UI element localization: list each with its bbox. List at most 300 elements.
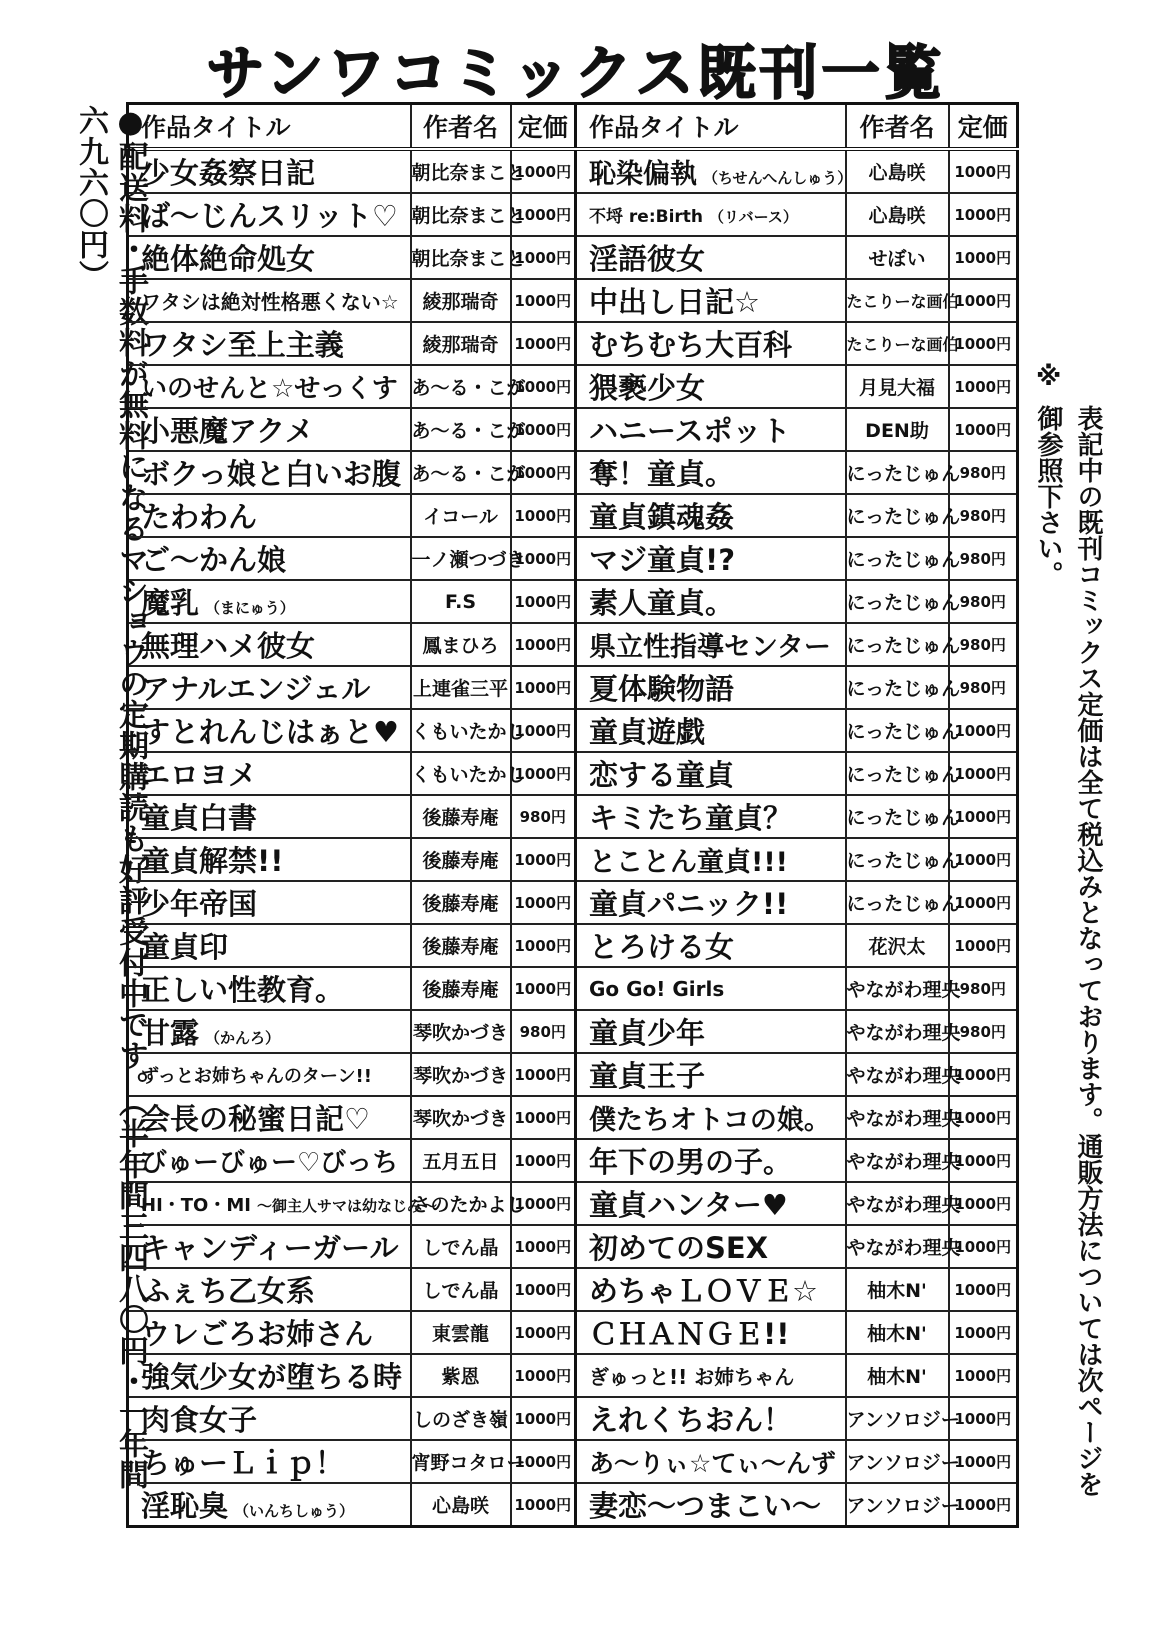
- title-cell: [576, 1182, 846, 1225]
- title-cell: [576, 752, 846, 795]
- author-cell: やながわ理央: [846, 1096, 949, 1139]
- author-cell: やながわ理央: [846, 1053, 949, 1096]
- comic-title: HI・TO・MI: [141, 1194, 251, 1216]
- title-cell: [128, 580, 411, 623]
- comic-title: ワタシは絶対性格悪くない☆: [141, 290, 399, 314]
- title-cell: [576, 408, 846, 451]
- title-cell: [128, 1139, 411, 1182]
- price-cell: 1000円: [511, 451, 576, 494]
- author-cell: 綾那瑞奇: [411, 279, 511, 322]
- author-cell: にったじゅん: [846, 580, 949, 623]
- title-cell: [128, 1225, 411, 1268]
- table-row: [128, 795, 1018, 838]
- table-row: [128, 365, 1018, 408]
- author-cell: さのたかよし: [411, 1182, 511, 1225]
- title-cell: [576, 881, 846, 924]
- header-title: 作品タイトル: [128, 104, 411, 150]
- title-cell: [576, 924, 846, 967]
- price-cell: 1000円: [511, 623, 576, 666]
- title-cell: [576, 236, 846, 279]
- title-cell: [576, 623, 846, 666]
- comic-title: あ〜りぃ☆てぃ〜んず: [589, 1448, 836, 1478]
- header-title: 作品タイトル: [576, 104, 846, 150]
- comic-title: 童貞遊戯: [589, 715, 706, 749]
- title-cell: [576, 1010, 846, 1053]
- table-row: [128, 1483, 1018, 1527]
- price-cell: 1000円: [949, 322, 1018, 365]
- title-cell: [128, 193, 411, 236]
- comic-subtitle: 〜御主人サマは幼なじみ〜: [256, 1196, 437, 1215]
- table-row: [128, 451, 1018, 494]
- title-cell: [576, 279, 846, 322]
- title-cell: [576, 709, 846, 752]
- title-cell: [576, 1483, 846, 1527]
- comic-title: 恥染偏執: [589, 159, 697, 190]
- comic-title: 童貞少年: [589, 1016, 706, 1050]
- price-cell: 1000円: [511, 881, 576, 924]
- comic-title: びゅーびゅー♡びっち: [141, 1148, 399, 1178]
- author-cell: 後藤寿庵: [411, 881, 511, 924]
- author-cell: あ〜る・こが: [411, 365, 511, 408]
- title-cell: [128, 408, 411, 451]
- title-cell: [128, 752, 411, 795]
- price-cell: 1000円: [511, 924, 576, 967]
- author-cell: 宵野コタロー: [411, 1440, 511, 1483]
- table-row: [128, 1225, 1018, 1268]
- title-cell: [128, 322, 411, 365]
- comic-subtitle: （かんろ）: [205, 1029, 281, 1047]
- table-row: [128, 1139, 1018, 1182]
- comic-title: Go Go! Girls: [589, 976, 725, 1001]
- header-author: 作者名: [411, 104, 511, 150]
- price-cell: 1000円: [511, 408, 576, 451]
- comic-title: 正しい性教育。: [141, 973, 345, 1007]
- author-cell: 柚木N': [846, 1311, 949, 1354]
- comic-title: 魔乳: [141, 586, 200, 620]
- table-row: [128, 1053, 1018, 1096]
- comic-title: 少年帝国: [141, 887, 258, 921]
- title-cell: [128, 1440, 411, 1483]
- author-cell: 綾那瑞奇: [411, 322, 511, 365]
- comic-subtitle: （まにゅう）: [205, 599, 295, 617]
- comic-title: 童貞解禁!!: [141, 844, 284, 878]
- price-cell: 980円: [949, 537, 1018, 580]
- comic-title: 奪！童貞。: [589, 457, 735, 491]
- author-cell: F.S: [411, 580, 511, 623]
- author-cell: 朝比奈まこと: [411, 236, 511, 279]
- price-cell: 1000円: [511, 1483, 576, 1527]
- title-cell: [128, 709, 411, 752]
- price-cell: 1000円: [949, 881, 1018, 924]
- author-cell: たこりーな画伯: [846, 279, 949, 322]
- price-cell: 1000円: [949, 1440, 1018, 1483]
- comic-subtitle: （ちせんへんしゅう）: [703, 169, 853, 187]
- title-cell: [128, 1397, 411, 1440]
- author-cell: にったじゅん: [846, 838, 949, 881]
- comic-title: 少女姦察日記: [141, 156, 316, 190]
- comic-title: ワタシ至上主義: [141, 328, 344, 362]
- author-cell: 上連雀三平: [411, 666, 511, 709]
- price-cell: 1000円: [949, 236, 1018, 279]
- title-cell: [576, 580, 846, 623]
- comic-title: 淫語彼女: [589, 242, 706, 276]
- price-cell: 980円: [949, 666, 1018, 709]
- table-row: [128, 1268, 1018, 1311]
- author-cell: 月見大福: [846, 365, 949, 408]
- table-row: [128, 279, 1018, 322]
- comic-title: 素人童貞。: [589, 586, 735, 620]
- author-cell: しでん晶: [411, 1268, 511, 1311]
- table-row: [128, 752, 1018, 795]
- author-cell: 後藤寿庵: [411, 838, 511, 881]
- comic-title: とことん童貞!!!: [589, 847, 788, 878]
- price-cell: 1000円: [511, 967, 576, 1010]
- price-cell: 1000円: [949, 924, 1018, 967]
- price-cell: 1000円: [511, 365, 576, 408]
- title-cell: [576, 193, 846, 236]
- price-cell: 1000円: [949, 408, 1018, 451]
- price-cell: 1000円: [949, 752, 1018, 795]
- author-cell: たこりーな画伯: [846, 322, 949, 365]
- title-cell: [576, 1225, 846, 1268]
- table-row: [128, 1182, 1018, 1225]
- author-cell: にったじゅん: [846, 795, 949, 838]
- table-body: [128, 149, 1018, 1527]
- comic-title: ウレごろお姉さん: [141, 1317, 374, 1351]
- author-cell: にったじゅん: [846, 881, 949, 924]
- table-row: [128, 193, 1018, 236]
- author-cell: やながわ理央: [846, 1225, 949, 1268]
- price-cell: 1000円: [949, 1354, 1018, 1397]
- price-cell: 1000円: [511, 279, 576, 322]
- title-cell: [128, 1053, 411, 1096]
- comic-title: 僕たちオトコの娘。: [589, 1105, 831, 1136]
- author-cell: にったじゅん: [846, 709, 949, 752]
- price-cell: 980円: [949, 1010, 1018, 1053]
- comic-title: 会長の秘蜜日記♡: [141, 1102, 370, 1136]
- comic-title: キャンディーガール: [141, 1231, 399, 1265]
- comic-subtitle: （リバース）: [709, 208, 798, 226]
- comic-title: 小悪魔アクメ: [141, 414, 314, 448]
- price-cell: 1000円: [511, 709, 576, 752]
- table-row: [128, 881, 1018, 924]
- table-row: [128, 1010, 1018, 1053]
- author-cell: アンソロジー: [846, 1440, 949, 1483]
- price-cell: 1000円: [511, 1268, 576, 1311]
- author-cell: 琴吹かづき: [411, 1096, 511, 1139]
- title-cell: [576, 1311, 846, 1354]
- author-cell: にったじゅん: [846, 451, 949, 494]
- author-cell: やながわ理央: [846, 967, 949, 1010]
- title-cell: [128, 279, 411, 322]
- author-cell: にったじゅん: [846, 537, 949, 580]
- comic-title: むちむち大百科: [589, 328, 793, 362]
- author-cell: にったじゅん: [846, 752, 949, 795]
- price-cell: 1000円: [511, 666, 576, 709]
- header-author: 作者名: [846, 104, 949, 150]
- author-cell: 後藤寿庵: [411, 924, 511, 967]
- title-cell: [128, 967, 411, 1010]
- table-row: [128, 666, 1018, 709]
- author-cell: 紫恩: [411, 1354, 511, 1397]
- comic-subtitle: （いんちしゅう）: [234, 1502, 355, 1520]
- title-cell: [128, 149, 411, 193]
- author-cell: 心島咲: [846, 149, 949, 193]
- title-cell: [576, 451, 846, 494]
- price-cell: 980円: [949, 623, 1018, 666]
- comic-title: 絶体絶命処女: [141, 242, 316, 276]
- title-cell: [576, 1096, 846, 1139]
- comic-title: エロヨメ: [141, 758, 258, 792]
- table-row: [128, 408, 1018, 451]
- comic-title: マジ童貞!?: [589, 543, 736, 577]
- price-cell: 1000円: [511, 1397, 576, 1440]
- comic-title: ふぇち乙女系: [141, 1274, 316, 1308]
- table-row: [128, 1397, 1018, 1440]
- comic-title: 中出し日記☆: [589, 285, 760, 319]
- price-cell: 1000円: [949, 365, 1018, 408]
- author-cell: 鳳まひろ: [411, 623, 511, 666]
- comic-title: ご〜かん娘: [141, 543, 287, 577]
- comic-title: 甘露: [141, 1016, 200, 1050]
- title-cell: [576, 1397, 846, 1440]
- price-cell: 1000円: [511, 1139, 576, 1182]
- title-cell: [576, 967, 846, 1010]
- table-row: [128, 149, 1018, 193]
- price-cell: 1000円: [949, 1268, 1018, 1311]
- title-cell: [576, 494, 846, 537]
- comic-title: 妻恋〜つまこい〜: [589, 1489, 822, 1523]
- author-cell: やながわ理央: [846, 1139, 949, 1182]
- author-cell: 朝比奈まこと: [411, 149, 511, 193]
- title-cell: [576, 322, 846, 365]
- title-cell: [576, 365, 846, 408]
- price-cell: 980円: [949, 451, 1018, 494]
- title-cell: [128, 494, 411, 537]
- price-cell: 1000円: [511, 1096, 576, 1139]
- comic-title: ちゅーＬｉｐ！: [141, 1446, 345, 1480]
- title-cell: [128, 1354, 411, 1397]
- price-cell: 1000円: [949, 1311, 1018, 1354]
- price-cell: 1000円: [511, 236, 576, 279]
- price-cell: 1000円: [511, 322, 576, 365]
- table-row: [128, 322, 1018, 365]
- title-cell: [128, 1268, 411, 1311]
- author-cell: あ〜る・こが: [411, 451, 511, 494]
- comic-title: えれくちおん！: [589, 1403, 793, 1437]
- price-cell: 1000円: [511, 580, 576, 623]
- author-cell: やながわ理央: [846, 1182, 949, 1225]
- price-cell: 1000円: [949, 795, 1018, 838]
- price-cell: 1000円: [949, 149, 1018, 193]
- author-cell: 心島咲: [411, 1483, 511, 1527]
- table-row: [128, 236, 1018, 279]
- author-cell: 花沢太: [846, 924, 949, 967]
- author-cell: にったじゅん: [846, 666, 949, 709]
- price-cell: 1000円: [949, 709, 1018, 752]
- comics-catalog-table: [126, 102, 1019, 1528]
- comic-title: 童貞鎮魂姦: [589, 500, 735, 534]
- comic-title: キミたち童貞？: [589, 801, 793, 835]
- price-cell: 1000円: [949, 193, 1018, 236]
- author-cell: せぼい: [846, 236, 949, 279]
- comic-title: すとれんじはぁと♥: [141, 715, 399, 749]
- price-cell: 1000円: [949, 1053, 1018, 1096]
- comic-title: 初めてのSEX: [589, 1231, 769, 1265]
- comic-title: ずっとお姉ちゃんのターン!!: [141, 1065, 372, 1087]
- comic-title: 恋する童貞: [589, 758, 735, 792]
- table-row: [128, 838, 1018, 881]
- table-row: [128, 1440, 1018, 1483]
- title-cell: [128, 623, 411, 666]
- table-row: [128, 1311, 1018, 1354]
- note-mark: ※: [1036, 362, 1062, 392]
- table-row: [128, 537, 1018, 580]
- author-cell: しのざき嶺: [411, 1397, 511, 1440]
- price-cell: 1000円: [949, 1483, 1018, 1527]
- comic-title: 肉食女子: [141, 1403, 258, 1437]
- comic-title: 無理ハメ彼女: [141, 629, 316, 663]
- author-cell: アンソロジー: [846, 1397, 949, 1440]
- title-cell: [128, 365, 411, 408]
- title-cell: [576, 1440, 846, 1483]
- author-cell: 後藤寿庵: [411, 795, 511, 838]
- author-cell: アンソロジー: [846, 1483, 949, 1527]
- price-cell: 980円: [949, 494, 1018, 537]
- price-cell: 1000円: [949, 1397, 1018, 1440]
- author-cell: 琴吹かづき: [411, 1053, 511, 1096]
- author-cell: 柚木N': [846, 1268, 949, 1311]
- title-cell: [128, 236, 411, 279]
- comic-title: 夏体験物語: [589, 672, 735, 706]
- price-cell: 1000円: [511, 1354, 576, 1397]
- author-cell: くもいたかし: [411, 709, 511, 752]
- author-cell: にったじゅん: [846, 623, 949, 666]
- page-title: サンワコミックス既刊一覧: [206, 39, 946, 107]
- price-cell: 1000円: [511, 1182, 576, 1225]
- author-cell: DEN助: [846, 408, 949, 451]
- price-cell: 1000円: [511, 838, 576, 881]
- price-cell: 1000円: [511, 1053, 576, 1096]
- price-note: 表記中の既刊コミックス定価は全て税込みとなっております。通販方法については次ページを御参照下さい。: [1033, 405, 1103, 1497]
- table-header-row: [128, 104, 1018, 150]
- price-cell: 980円: [949, 967, 1018, 1010]
- author-cell: にったじゅん: [846, 494, 949, 537]
- comic-title: 童貞白書: [141, 801, 258, 835]
- author-cell: 琴吹かづき: [411, 1010, 511, 1053]
- price-cell: 980円: [511, 1010, 576, 1053]
- author-cell: イコール: [411, 494, 511, 537]
- price-cell: 1000円: [949, 1096, 1018, 1139]
- author-cell: 柚木N': [846, 1354, 949, 1397]
- table-row: [128, 1096, 1018, 1139]
- comic-title: ＣＨＡＮＧＥ!!: [589, 1317, 790, 1351]
- title-cell: [576, 537, 846, 580]
- title-cell: [128, 795, 411, 838]
- header-price: 定価: [511, 104, 576, 150]
- price-cell: 1000円: [511, 149, 576, 193]
- comic-title: たわわん: [141, 500, 258, 534]
- comic-title: 県立性指導センター: [589, 632, 831, 663]
- price-cell: 1000円: [511, 193, 576, 236]
- author-cell: あ〜る・こが: [411, 408, 511, 451]
- price-cell: 1000円: [511, 1225, 576, 1268]
- price-cell: 1000円: [511, 537, 576, 580]
- comic-title: 強気少女が堕ちる時: [141, 1360, 403, 1394]
- title-cell: [576, 795, 846, 838]
- title-cell: [128, 451, 411, 494]
- author-cell: 心島咲: [846, 193, 949, 236]
- table-row: [128, 623, 1018, 666]
- title-cell: [576, 1139, 846, 1182]
- author-cell: やながわ理央: [846, 1010, 949, 1053]
- price-cell: 1000円: [511, 1440, 576, 1483]
- title-cell: [576, 1268, 846, 1311]
- comic-title: 淫恥臭: [141, 1489, 229, 1523]
- price-cell: 1000円: [949, 838, 1018, 881]
- author-cell: くもいたかし: [411, 752, 511, 795]
- comic-title: ぎゅっと!! お姉ちゃん: [589, 1365, 795, 1389]
- comic-title: とろける女: [589, 930, 735, 964]
- title-cell: [128, 924, 411, 967]
- title-cell: [576, 1053, 846, 1096]
- author-cell: 一ノ瀬つづき: [411, 537, 511, 580]
- title-cell: [128, 537, 411, 580]
- table-row: [128, 580, 1018, 623]
- price-cell: 1000円: [511, 1311, 576, 1354]
- author-cell: 五月五日: [411, 1139, 511, 1182]
- comic-title: 猥褻少女: [589, 371, 706, 405]
- comic-title: 童貞パニック!!: [589, 887, 789, 921]
- comic-title: めちゃＬＯＶＥ☆: [589, 1274, 818, 1308]
- author-cell: しでん晶: [411, 1225, 511, 1268]
- table-row: [128, 967, 1018, 1010]
- price-cell: 1000円: [949, 1225, 1018, 1268]
- comic-title: 童貞ハンター♥: [589, 1188, 788, 1222]
- title-cell: [128, 838, 411, 881]
- comic-title: 不埒 re:Birth: [589, 207, 704, 227]
- table-row: [128, 924, 1018, 967]
- comic-title: ハニースポット: [589, 414, 791, 448]
- title-cell: [128, 666, 411, 709]
- title-cell: [576, 1354, 846, 1397]
- comic-title: 童貞印: [141, 930, 229, 964]
- title-cell: [128, 1483, 411, 1527]
- title-cell: [576, 149, 853, 193]
- header-price: 定価: [949, 104, 1018, 150]
- title-cell: [128, 1311, 411, 1354]
- title-cell: [128, 881, 411, 924]
- price-cell: 980円: [949, 580, 1018, 623]
- title-cell: [128, 1096, 411, 1139]
- price-cell: 1000円: [511, 494, 576, 537]
- comic-title: 年下の男の子。: [589, 1145, 793, 1179]
- table-row: [128, 1354, 1018, 1397]
- price-cell: 1000円: [949, 1139, 1018, 1182]
- price-cell: 980円: [511, 795, 576, 838]
- subscription-note: ●配送料・手数料が無料になるマショウの定期購読も好評受付中です。（半年間三四八〇円・一年間 六九六〇円）: [73, 105, 148, 1490]
- price-cell: 1000円: [949, 279, 1018, 322]
- comic-title: ボクっ娘と白いお腹: [141, 457, 401, 491]
- price-cell: 1000円: [511, 752, 576, 795]
- author-cell: 東雲龍: [411, 1311, 511, 1354]
- title-cell: [576, 666, 846, 709]
- comic-title: ば〜じんスリット♡: [141, 199, 398, 233]
- author-cell: 朝比奈まこと: [411, 193, 511, 236]
- title-cell: [128, 1010, 411, 1053]
- title-cell: [128, 1182, 437, 1225]
- price-cell: 1000円: [949, 1182, 1018, 1225]
